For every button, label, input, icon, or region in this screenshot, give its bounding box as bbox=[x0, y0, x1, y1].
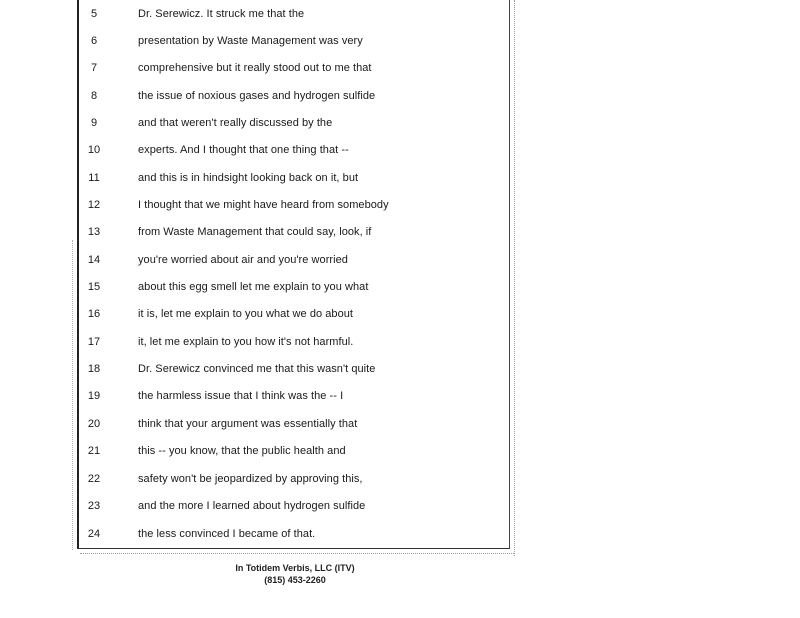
transcript-line bbox=[0, 332, 520, 352]
line-text: safety won't be jeopardized by approving this, bbox=[138, 473, 363, 485]
line-number: 12 bbox=[87, 199, 101, 211]
transcript-line bbox=[0, 113, 520, 133]
footer-company: In Totidem Verbis, LLC (ITV) bbox=[235, 563, 355, 573]
line-text: Dr. Serewicz. It struck me that the bbox=[138, 8, 305, 20]
line-text: I thought that we might have heard from somebody bbox=[138, 199, 389, 211]
line-number: 24 bbox=[87, 528, 101, 540]
transcript-line bbox=[0, 359, 520, 379]
line-number: 16 bbox=[87, 308, 101, 320]
transcript-line bbox=[0, 250, 520, 270]
line-number: 22 bbox=[87, 473, 101, 485]
transcript-line bbox=[0, 524, 520, 544]
footer-phone: (815) 453-2260 bbox=[264, 575, 326, 585]
line-number: 13 bbox=[87, 226, 101, 238]
line-number: 11 bbox=[88, 172, 100, 184]
line-text: the harmless issue that I think was the -- I bbox=[138, 390, 344, 402]
line-text: comprehensive but it really stood out to me that bbox=[138, 62, 372, 74]
transcript-line bbox=[0, 222, 520, 242]
scan-edge-bottom bbox=[80, 551, 514, 554]
transcript-line bbox=[0, 31, 520, 51]
line-number: 5 bbox=[90, 8, 98, 20]
line-text: it is, let me explain to you what we do about bbox=[138, 308, 354, 320]
line-text: Dr. Serewicz convinced me that this wasn't quite bbox=[138, 363, 376, 375]
transcript-line bbox=[0, 441, 520, 461]
transcript-line bbox=[0, 168, 520, 188]
transcript-line bbox=[0, 469, 520, 489]
line-number: 14 bbox=[87, 254, 101, 266]
transcript-line bbox=[0, 58, 520, 78]
transcript-line bbox=[0, 86, 520, 106]
transcript-page-frame bbox=[77, 0, 510, 549]
transcript-line bbox=[0, 414, 520, 434]
line-number: 17 bbox=[87, 336, 101, 348]
line-text: and the more I learned about hydrogen sulfide bbox=[138, 500, 366, 512]
line-number: 20 bbox=[87, 418, 101, 430]
transcript-line bbox=[0, 304, 520, 324]
line-number: 19 bbox=[87, 390, 101, 402]
line-number: 10 bbox=[87, 144, 101, 156]
line-text: and that weren't really discussed by the bbox=[138, 117, 333, 129]
transcript-line bbox=[0, 195, 520, 215]
transcript-line bbox=[0, 496, 520, 516]
transcript-line bbox=[0, 277, 520, 297]
line-text: experts. And I thought that one thing that -- bbox=[138, 144, 349, 156]
line-number: 7 bbox=[90, 62, 98, 74]
line-text: and this is in hindsight looking back on it, but bbox=[138, 172, 359, 184]
line-text: think that your argument was essentially that bbox=[138, 418, 358, 430]
transcript-line bbox=[0, 4, 520, 24]
line-text: the issue of noxious gases and hydrogen sulfide bbox=[138, 90, 376, 102]
line-number: 23 bbox=[87, 500, 101, 512]
line-number: 21 bbox=[87, 445, 101, 457]
line-text: presentation by Waste Management was very bbox=[138, 35, 363, 47]
line-text: from Waste Management that could say, look, if bbox=[138, 226, 372, 238]
line-number: 15 bbox=[87, 281, 101, 293]
line-number: 8 bbox=[90, 90, 98, 102]
line-text: this -- you know, that the public health and bbox=[138, 445, 346, 457]
line-number: 18 bbox=[87, 363, 101, 375]
transcript-line bbox=[0, 386, 520, 406]
transcript-line bbox=[0, 140, 520, 160]
line-text: about this egg smell let me explain to you what bbox=[138, 281, 369, 293]
line-text: the less convinced I became of that. bbox=[138, 528, 316, 540]
line-number: 6 bbox=[90, 35, 98, 47]
line-number: 9 bbox=[90, 117, 98, 129]
line-text: you're worried about air and you're worried bbox=[138, 254, 348, 266]
line-text: it, let me explain to you how it's not harmful. bbox=[138, 336, 354, 348]
